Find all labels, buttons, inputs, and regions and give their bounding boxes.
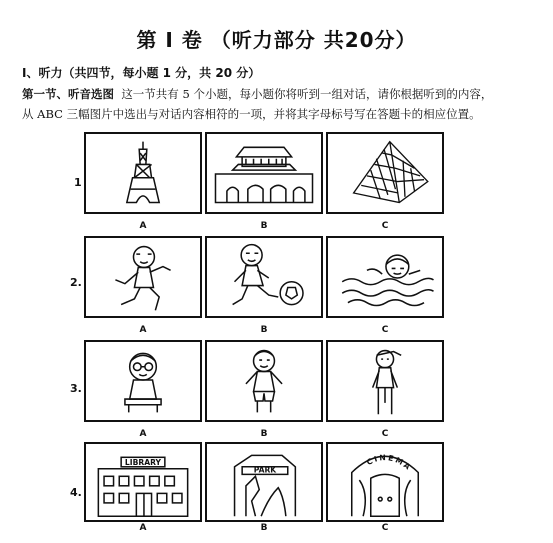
page-title: 第 I 卷 （听力部分 共20分） [136,28,417,52]
image-boy-running [84,236,202,318]
image-library-building [84,442,202,522]
option-label: C [381,221,389,231]
section-heading: I、听力（共四节，每小题 1 分，共 20 分） [22,66,261,80]
option-label: A [139,221,147,231]
instructions-line-2: 从 ABC 三幅图片中选出与对话内容相符的一项，并将其字母标号写在答题卡的相应位置。 [22,107,481,121]
option-label: C [381,325,389,335]
option-label: A [139,523,147,533]
option-label: B [260,429,268,439]
image-cinema-entrance [326,442,444,522]
image-boy-with-glasses [84,340,202,422]
image-tiananmen-gate [205,132,323,214]
question-number: 4. [70,486,82,499]
image-pyramid [326,132,444,214]
image-park-gate [205,442,323,522]
question-number: 3. [70,382,82,395]
instructions-line-1: 这一节共有 5 个小题，每小题你将听到一组对话，请你根据听到的内容， [121,87,493,101]
instructions [22,84,542,124]
option-label: A [139,325,147,335]
image-boy-with-cap [326,340,444,422]
option-label: A [139,429,147,439]
image-boy-in-shorts [205,340,323,422]
image-boy-playing-football [205,236,323,318]
option-label: B [260,325,268,335]
question-number: 2. [70,276,82,289]
part-label: 第一节、听音选图 [22,87,114,101]
option-label: B [260,221,268,231]
library-sign: LIBRARY [124,457,162,467]
image-eiffel-tower [84,132,202,214]
option-label: B [260,523,268,533]
park-sign: PARK [253,465,277,475]
option-label: C [381,523,389,533]
question-number: 1 [74,176,82,189]
image-boy-swimming [326,236,444,318]
option-label: C [381,429,389,439]
cinema-sign: CINEMA [365,452,414,473]
svg-text:CINEMA [365,453,413,473]
